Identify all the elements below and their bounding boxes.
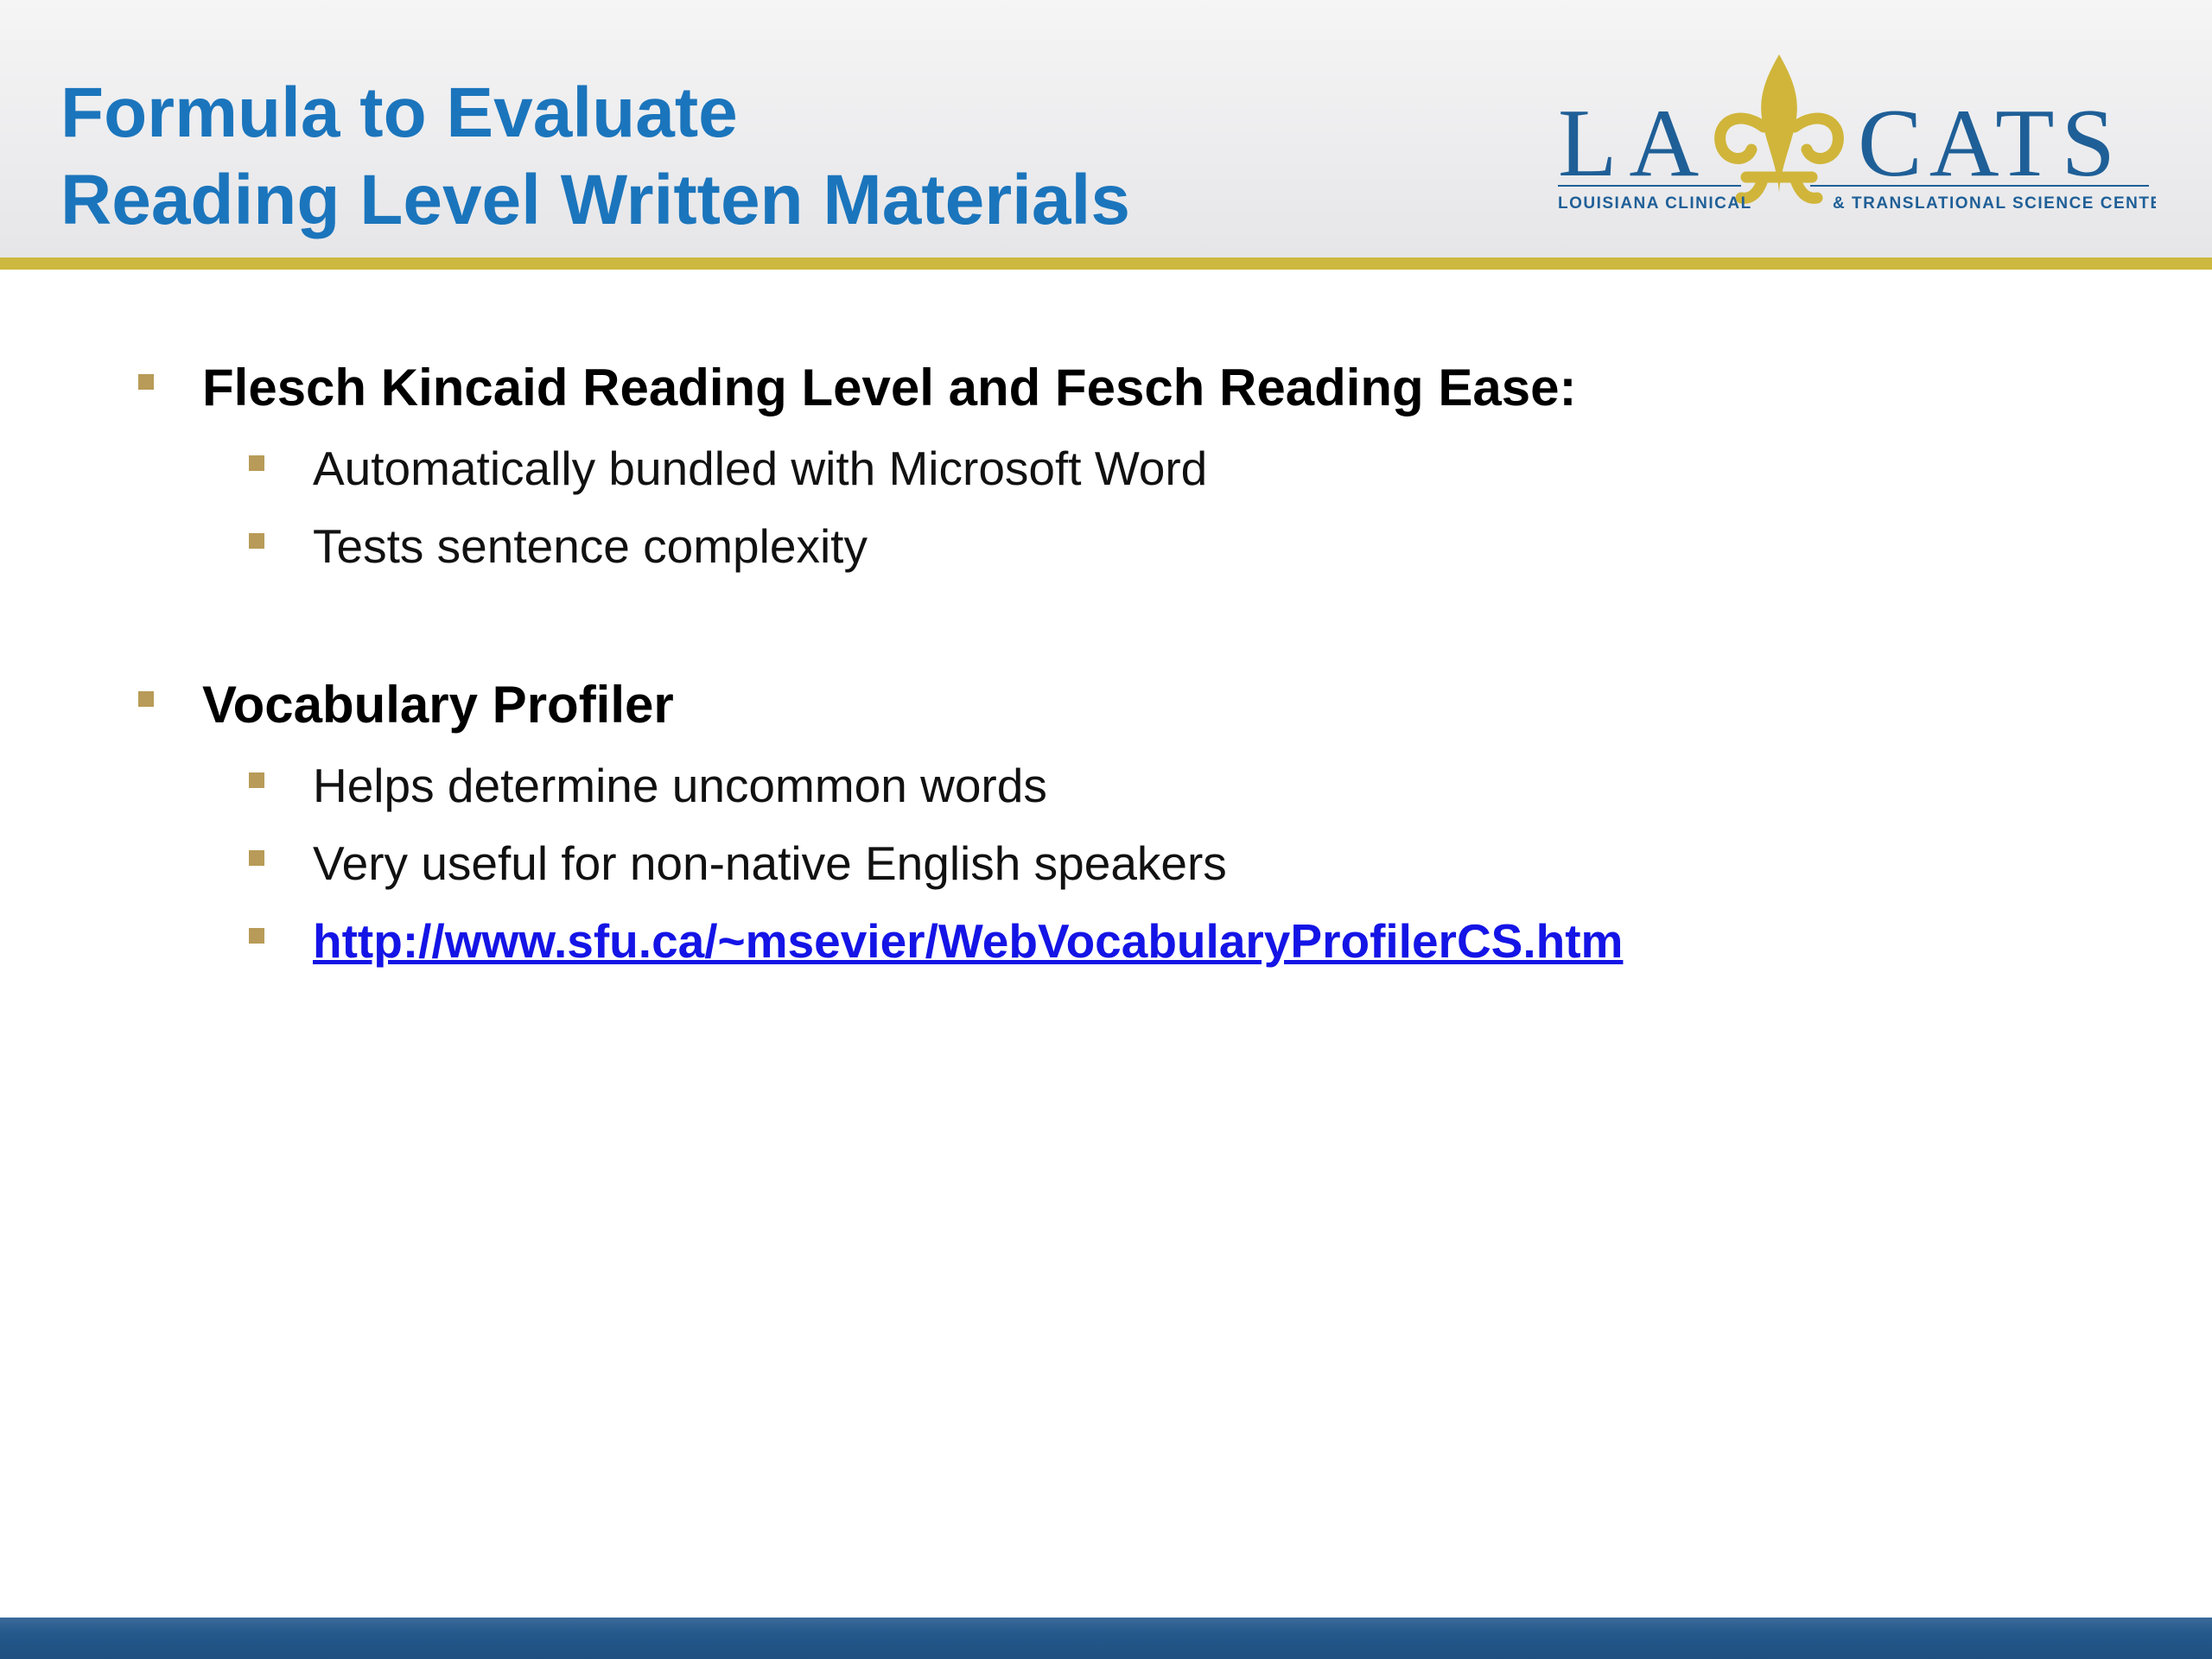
footer-band [0, 1618, 2212, 1659]
sub-item-text: Helps determine uncommon words [313, 759, 1047, 812]
bullet-icon [249, 928, 264, 944]
sub-item-text: Very useful for non-native English speakers [313, 836, 1227, 890]
fleur-de-lis-icon [1720, 54, 1839, 198]
logo-text-left: LA [1558, 90, 1712, 197]
bullet-icon [249, 850, 264, 866]
header-divider [0, 257, 2212, 270]
list-item [313, 913, 1623, 969]
sub-item-text: Automatically bundled with Microsoft Word [313, 442, 1208, 495]
vocabulary-profiler-link[interactable]: http://www.sfu.ca/~msevier/WebVocabularyProfilerCS.htm [313, 914, 1624, 968]
logo-text-right: CATS [1858, 90, 2122, 197]
section-heading-vocabulary: Vocabulary Profiler [202, 676, 674, 734]
title-line-1: Formula to Evaluate [60, 73, 738, 152]
bullet-icon [249, 772, 264, 788]
list-item [202, 675, 674, 734]
list-item [313, 441, 1207, 496]
page-title [60, 69, 1130, 244]
la-cats-logo [1551, 48, 2156, 220]
sub-item-text: Tests sentence complexity [313, 519, 868, 573]
logo-subtitle-right: & TRANSLATIONAL SCIENCE CENTER [1833, 194, 2156, 213]
bullet-icon [249, 533, 264, 549]
section-heading-flesch: Flesch Kincaid Reading Level and Fesch Reading Ease: [202, 359, 1577, 416]
list-item [313, 518, 868, 574]
list-item [313, 758, 1047, 813]
bullet-icon [138, 374, 154, 390]
bullet-icon [249, 455, 264, 471]
logo-subtitle-left: LOUISIANA CLINICAL [1558, 194, 1752, 213]
list-item [313, 836, 1227, 891]
bullet-icon [138, 691, 154, 707]
title-line-2: Reading Level Written Materials [60, 161, 1130, 239]
list-item [202, 358, 1576, 417]
